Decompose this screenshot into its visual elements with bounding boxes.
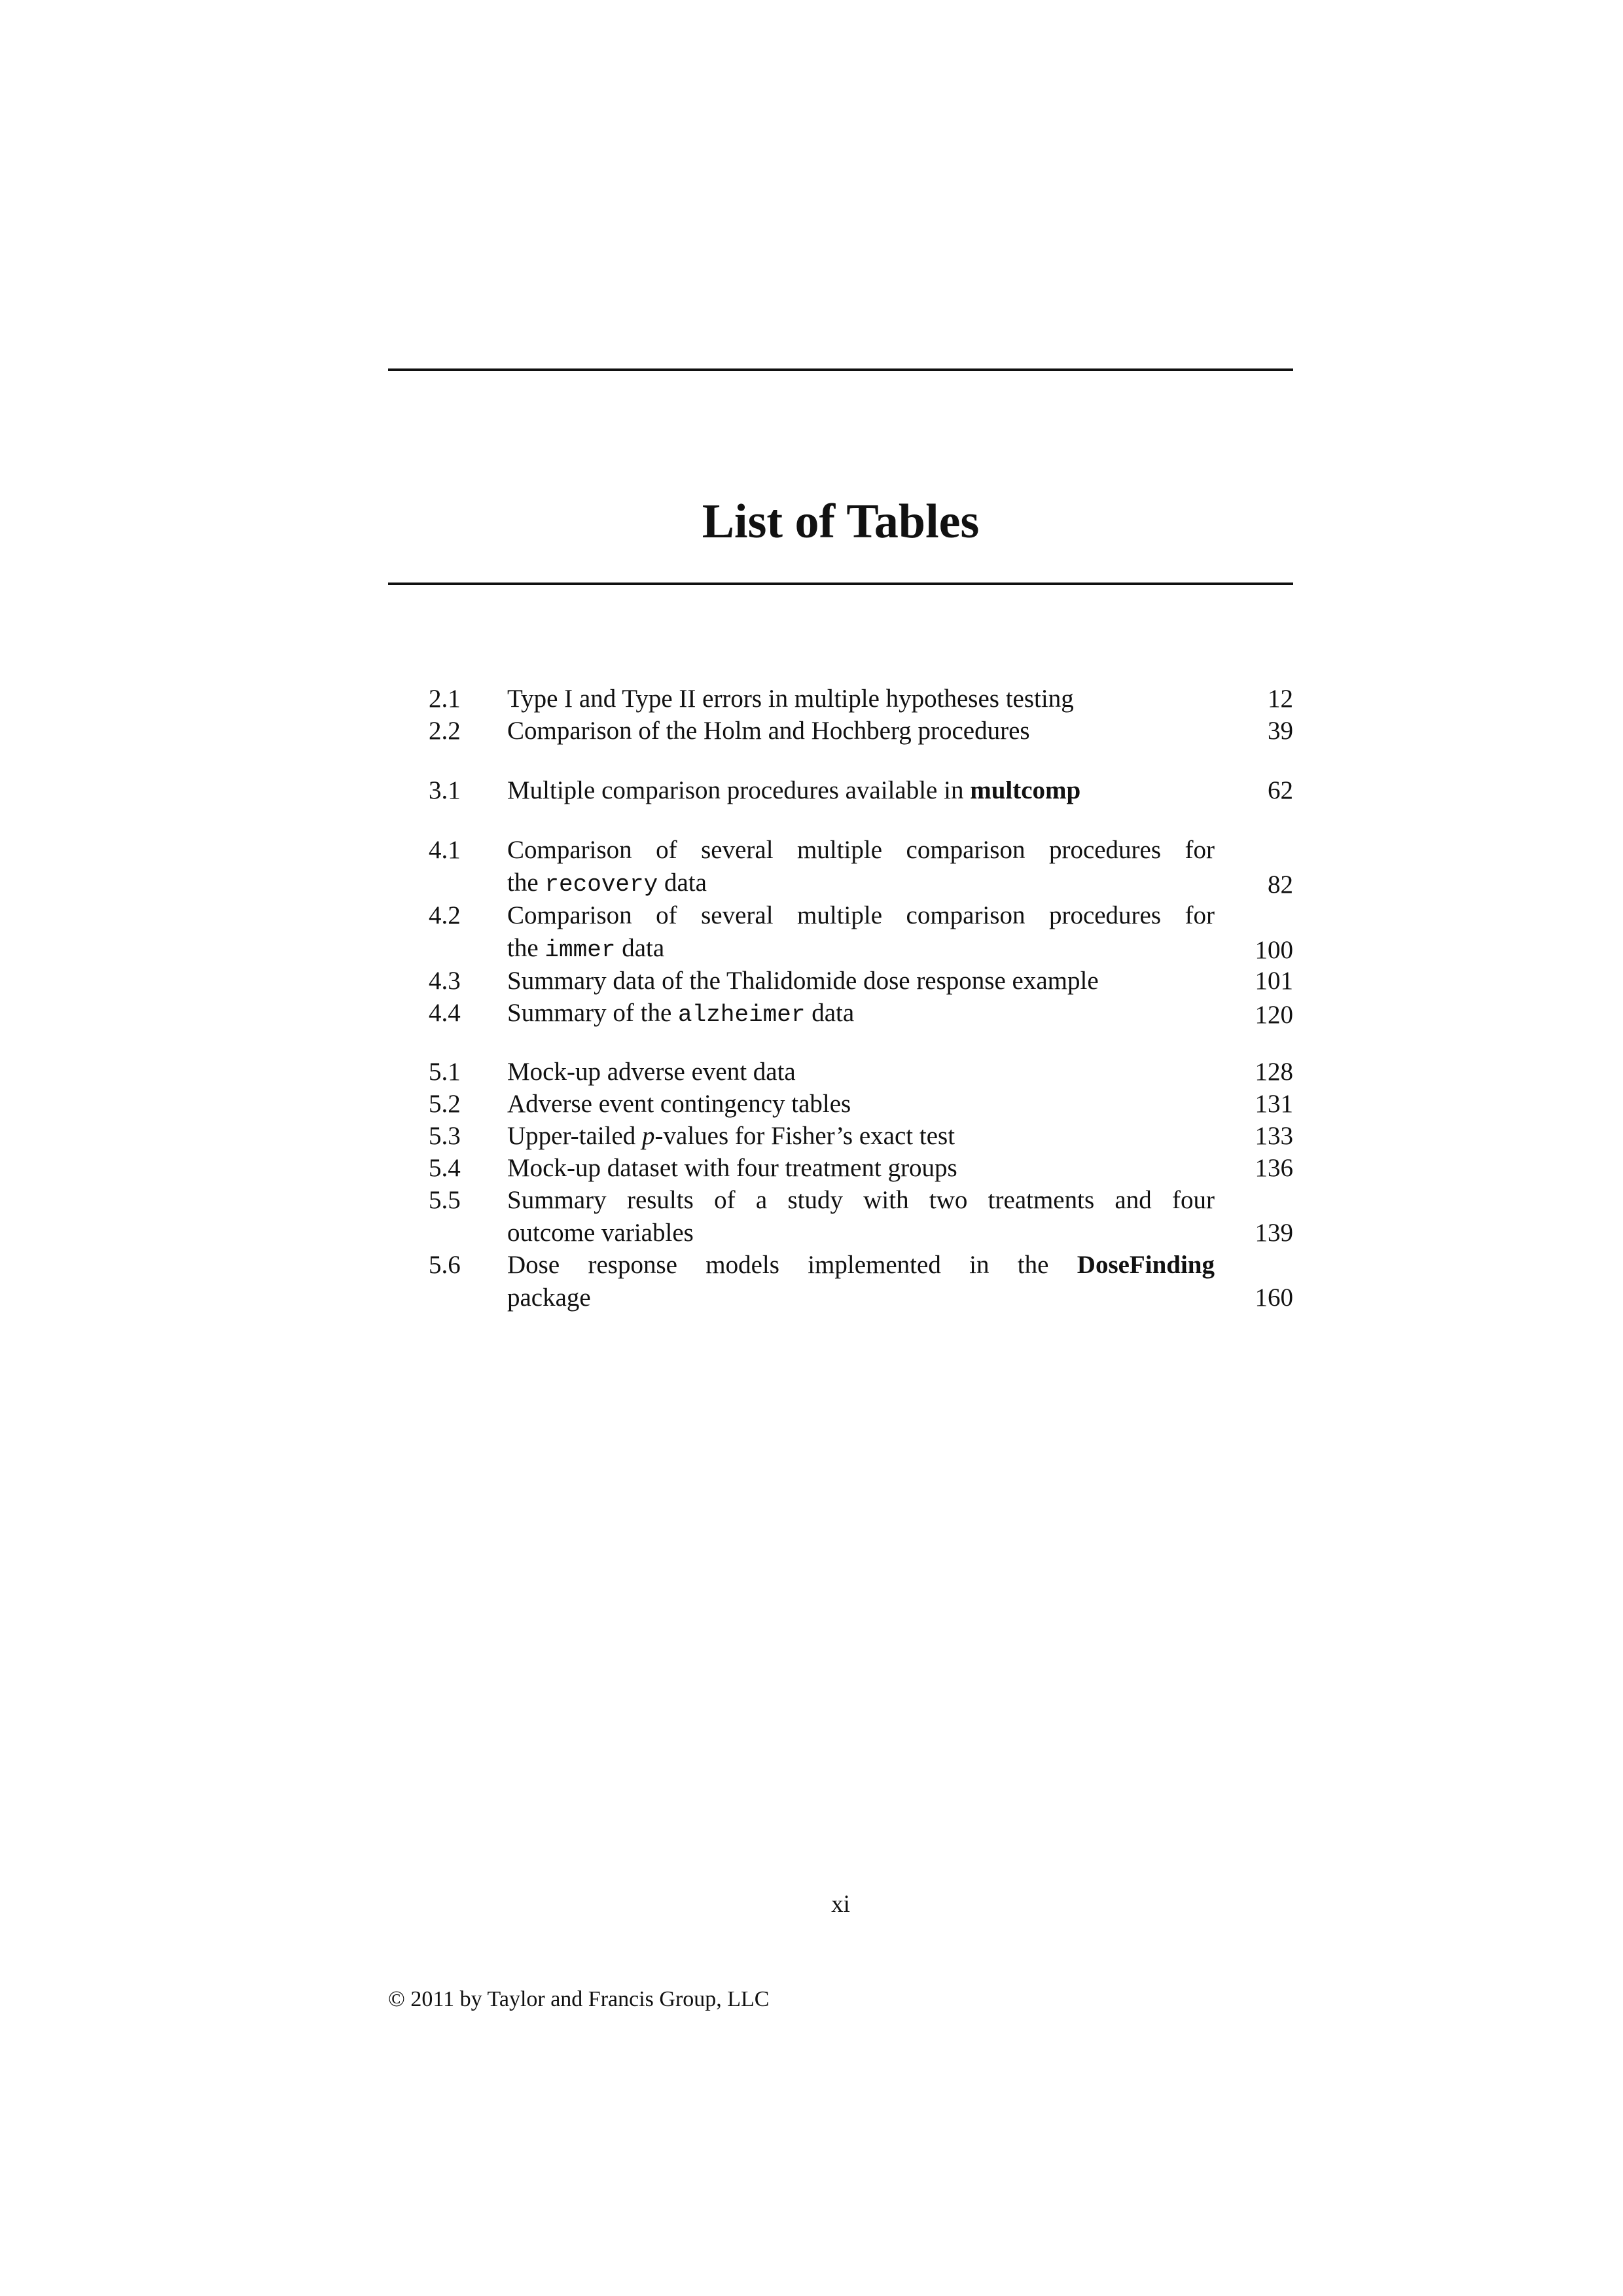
- entry-page: 136: [1255, 1154, 1293, 1182]
- entry-number: 5.1: [429, 1058, 461, 1086]
- entry-caption: Comparison of the Holm and Hochberg procedures: [507, 717, 1030, 745]
- table-entry[interactable]: [429, 1056, 1293, 1088]
- entry-caption: Mock-up dataset with four treatment groups: [507, 1154, 957, 1182]
- entry-caption: Adverse event contingency tables: [507, 1090, 851, 1118]
- table-entry[interactable]: [429, 834, 1293, 901]
- entry-number: 5.5: [429, 1186, 461, 1214]
- entry-page: 133: [1255, 1122, 1293, 1150]
- entry-caption: Comparison of several multiple comparison procedures for the immer data: [507, 901, 1215, 963]
- package-name: DoseFinding: [1077, 1251, 1215, 1279]
- copyright-notice: © 2011 by Taylor and Francis Group, LLC: [388, 1987, 770, 2011]
- entry-number: 4.3: [429, 967, 461, 995]
- entry-page: 100: [1255, 935, 1293, 964]
- entry-page: 128: [1255, 1058, 1293, 1086]
- table-entry[interactable]: [429, 997, 1293, 1031]
- entry-page: 131: [1255, 1090, 1293, 1118]
- table-entry[interactable]: [429, 683, 1293, 715]
- entry-caption: Type I and Type II errors in multiple hypotheses testing: [507, 685, 1074, 713]
- entry-page: 120: [1255, 1001, 1293, 1029]
- table-entry[interactable]: [429, 1152, 1293, 1185]
- entry-caption: Mock-up adverse event data: [507, 1058, 796, 1086]
- table-entry[interactable]: [429, 1184, 1293, 1249]
- entry-number: 4.2: [429, 901, 461, 929]
- entry-page: 160: [1255, 1283, 1293, 1312]
- table-entry[interactable]: [429, 715, 1293, 747]
- entry-number: 5.3: [429, 1122, 461, 1150]
- entry-caption: Upper-tailed p-values for Fisher’s exact test: [507, 1122, 955, 1150]
- table-entry[interactable]: [429, 1088, 1293, 1121]
- entry-caption: Comparison of several multiple comparison procedures for the recovery data: [507, 836, 1215, 898]
- entry-number: 3.1: [429, 776, 461, 804]
- page-title: List of Tables: [702, 495, 980, 548]
- dataset-name: recovery: [544, 870, 658, 898]
- page-number: xi: [831, 1891, 850, 1918]
- table-entry[interactable]: [429, 774, 1293, 807]
- entry-page: 12: [1268, 685, 1293, 713]
- entry-number: 4.1: [429, 836, 461, 864]
- table-entry[interactable]: [429, 1120, 1293, 1153]
- entry-page: 101: [1255, 967, 1293, 995]
- top-rule: [388, 368, 1293, 371]
- entry-number: 5.2: [429, 1090, 461, 1118]
- entry-caption: Multiple comparison procedures available in multcomp: [507, 776, 1081, 804]
- entry-page: 82: [1268, 870, 1293, 899]
- entry-number: 2.2: [429, 717, 461, 745]
- entry-page: 62: [1268, 776, 1293, 804]
- entry-caption: Summary data of the Thalidomide dose response example: [507, 967, 1099, 995]
- entry-number: 4.4: [429, 999, 461, 1027]
- entry-page: 39: [1268, 717, 1293, 745]
- table-entry[interactable]: [429, 899, 1293, 966]
- table-entry[interactable]: [429, 965, 1293, 997]
- entry-caption: Dose response models implemented in the DoseFinding package: [507, 1251, 1215, 1312]
- entry-number: 5.6: [429, 1251, 461, 1279]
- table-entry[interactable]: [429, 1249, 1293, 1314]
- dataset-name: alzheimer: [678, 1001, 806, 1028]
- entry-caption: Summary results of a study with two treatments and four outcome variables: [507, 1186, 1215, 1247]
- entry-number: 5.4: [429, 1154, 461, 1182]
- p-symbol: p: [642, 1122, 655, 1150]
- title-rule: [388, 583, 1293, 585]
- dataset-name: immer: [544, 936, 616, 963]
- entry-number: 2.1: [429, 685, 461, 713]
- package-name: multcomp: [970, 776, 1081, 804]
- entry-caption: Summary of the alzheimer data: [507, 999, 855, 1028]
- entry-page: 139: [1255, 1218, 1293, 1247]
